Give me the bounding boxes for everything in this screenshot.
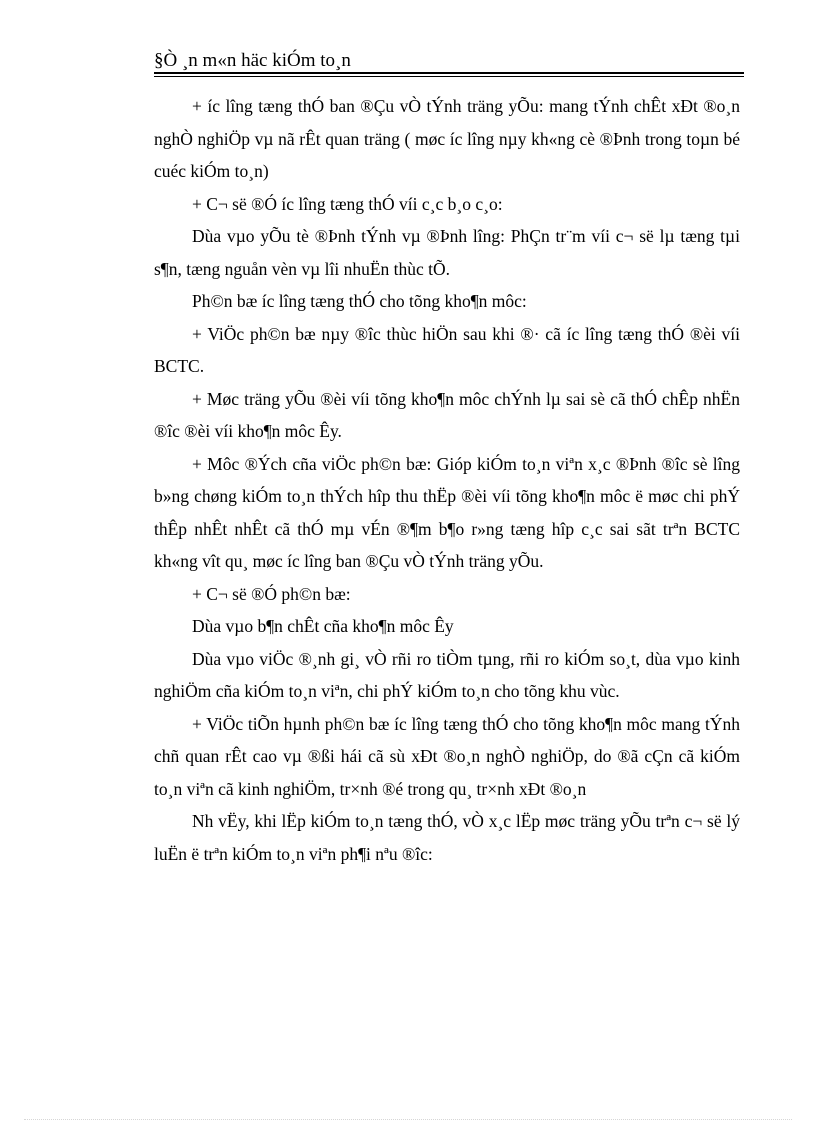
paragraph: + íc lîng tæng thÓ ban ®Çu vÒ tÝnh träng yÕu: mang tÝnh chÊt xÐt ®o¸n nghÒ nghiÖp vµ nã rÊt quan träng ( møc íc lîng nµy kh«ng cè ®Þnh trong toµn bé cuéc kiÓm to¸n) <box>154 96 740 181</box>
paragraph: Dùa vµo viÖc ®¸nh gi¸ vÒ rñi ro tiÒm tµng, rñi ro kiÓm so¸t, dùa vµo kinh nghiÖm cña kiÓm to¸n viªn, chi phÝ kiÓm to¸n cho tõng khu vùc. <box>154 648 740 701</box>
paragraph: Dùa vµo b¶n chÊt cña kho¶n môc Êy <box>192 616 454 636</box>
paragraph: Nh vËy, khi lËp kiÓm to¸n tæng thÓ, vÒ x¸c lËp møc träng yÕu trªn c¬ së lý luËn ë trªn kiÓm to¸n viªn ph¶i nªu ®îc: <box>154 811 740 864</box>
paragraph: + ViÖc tiÕn hµnh ph©n bæ íc lîng tæng thÓ cho tõng kho¶n môc mang tÝnh chñ quan rÊt cao vµ ®ßi hái cã sù xÐt ®o¸n nghÒ nghiÖp, do ®ã cÇn cã kiÓm to¸n viªn cã kinh nghiÖm, tr×nh ®é trong qu¸ tr×nh xÐt ®o¸n <box>154 713 740 799</box>
header-rule-thin <box>154 76 744 77</box>
page-bottom-divider <box>24 1119 792 1120</box>
header-rule-thick <box>154 72 744 74</box>
header-title: §Ò ¸n m«n häc kiÓm to¸n <box>154 50 351 71</box>
paragraph: Dùa vµo yÕu tè ®Þnh tÝnh vµ ®Þnh lîng: PhÇn tr¨m víi c¬ së lµ tæng tµi s¶n, tæng nguån vèn vµ lîi nhuËn thùc tÕ. <box>154 226 740 279</box>
paragraph: + C¬ së ®Ó íc lîng tæng thÓ víi c¸c b¸o c¸o: <box>192 193 503 214</box>
paragraph: + C¬ së ®Ó ph©n bæ: <box>192 583 351 604</box>
paragraph: + ViÖc ph©n bæ nµy ®îc thùc hiÖn sau khi ®· cã íc lîng tæng thÓ ®èi víi BCTC. <box>154 323 740 376</box>
paragraph: + Môc ®Ých cña viÖc ph©n bæ: Gióp kiÓm to¸n viªn x¸c ®Þnh ®îc sè lîng b»ng chøng kiÓm to¸n thÝch hîp thu thËp ®èi víi tõng kho¶n môc ë møc chi phÝ thÊp nhÊt nhÊt cã thÓ mµ vÉn ®¶m b¶o r»ng tæng hîp c¸c sai sãt trªn BCTC kh«ng vît qu¸ møc íc lîng ban ®Çu vÒ tÝnh träng yÕu. <box>154 453 740 571</box>
document-body <box>154 90 740 870</box>
paragraph: Ph©n bæ íc lîng tæng thÓ cho tõng kho¶n môc: <box>192 291 527 311</box>
page-header <box>154 50 744 74</box>
paragraph: + Møc träng yÕu ®èi víi tõng kho¶n môc chÝnh lµ sai sè cã thÓ chÊp nhËn ®îc ®èi víi kho¶n môc Êy. <box>154 388 740 441</box>
